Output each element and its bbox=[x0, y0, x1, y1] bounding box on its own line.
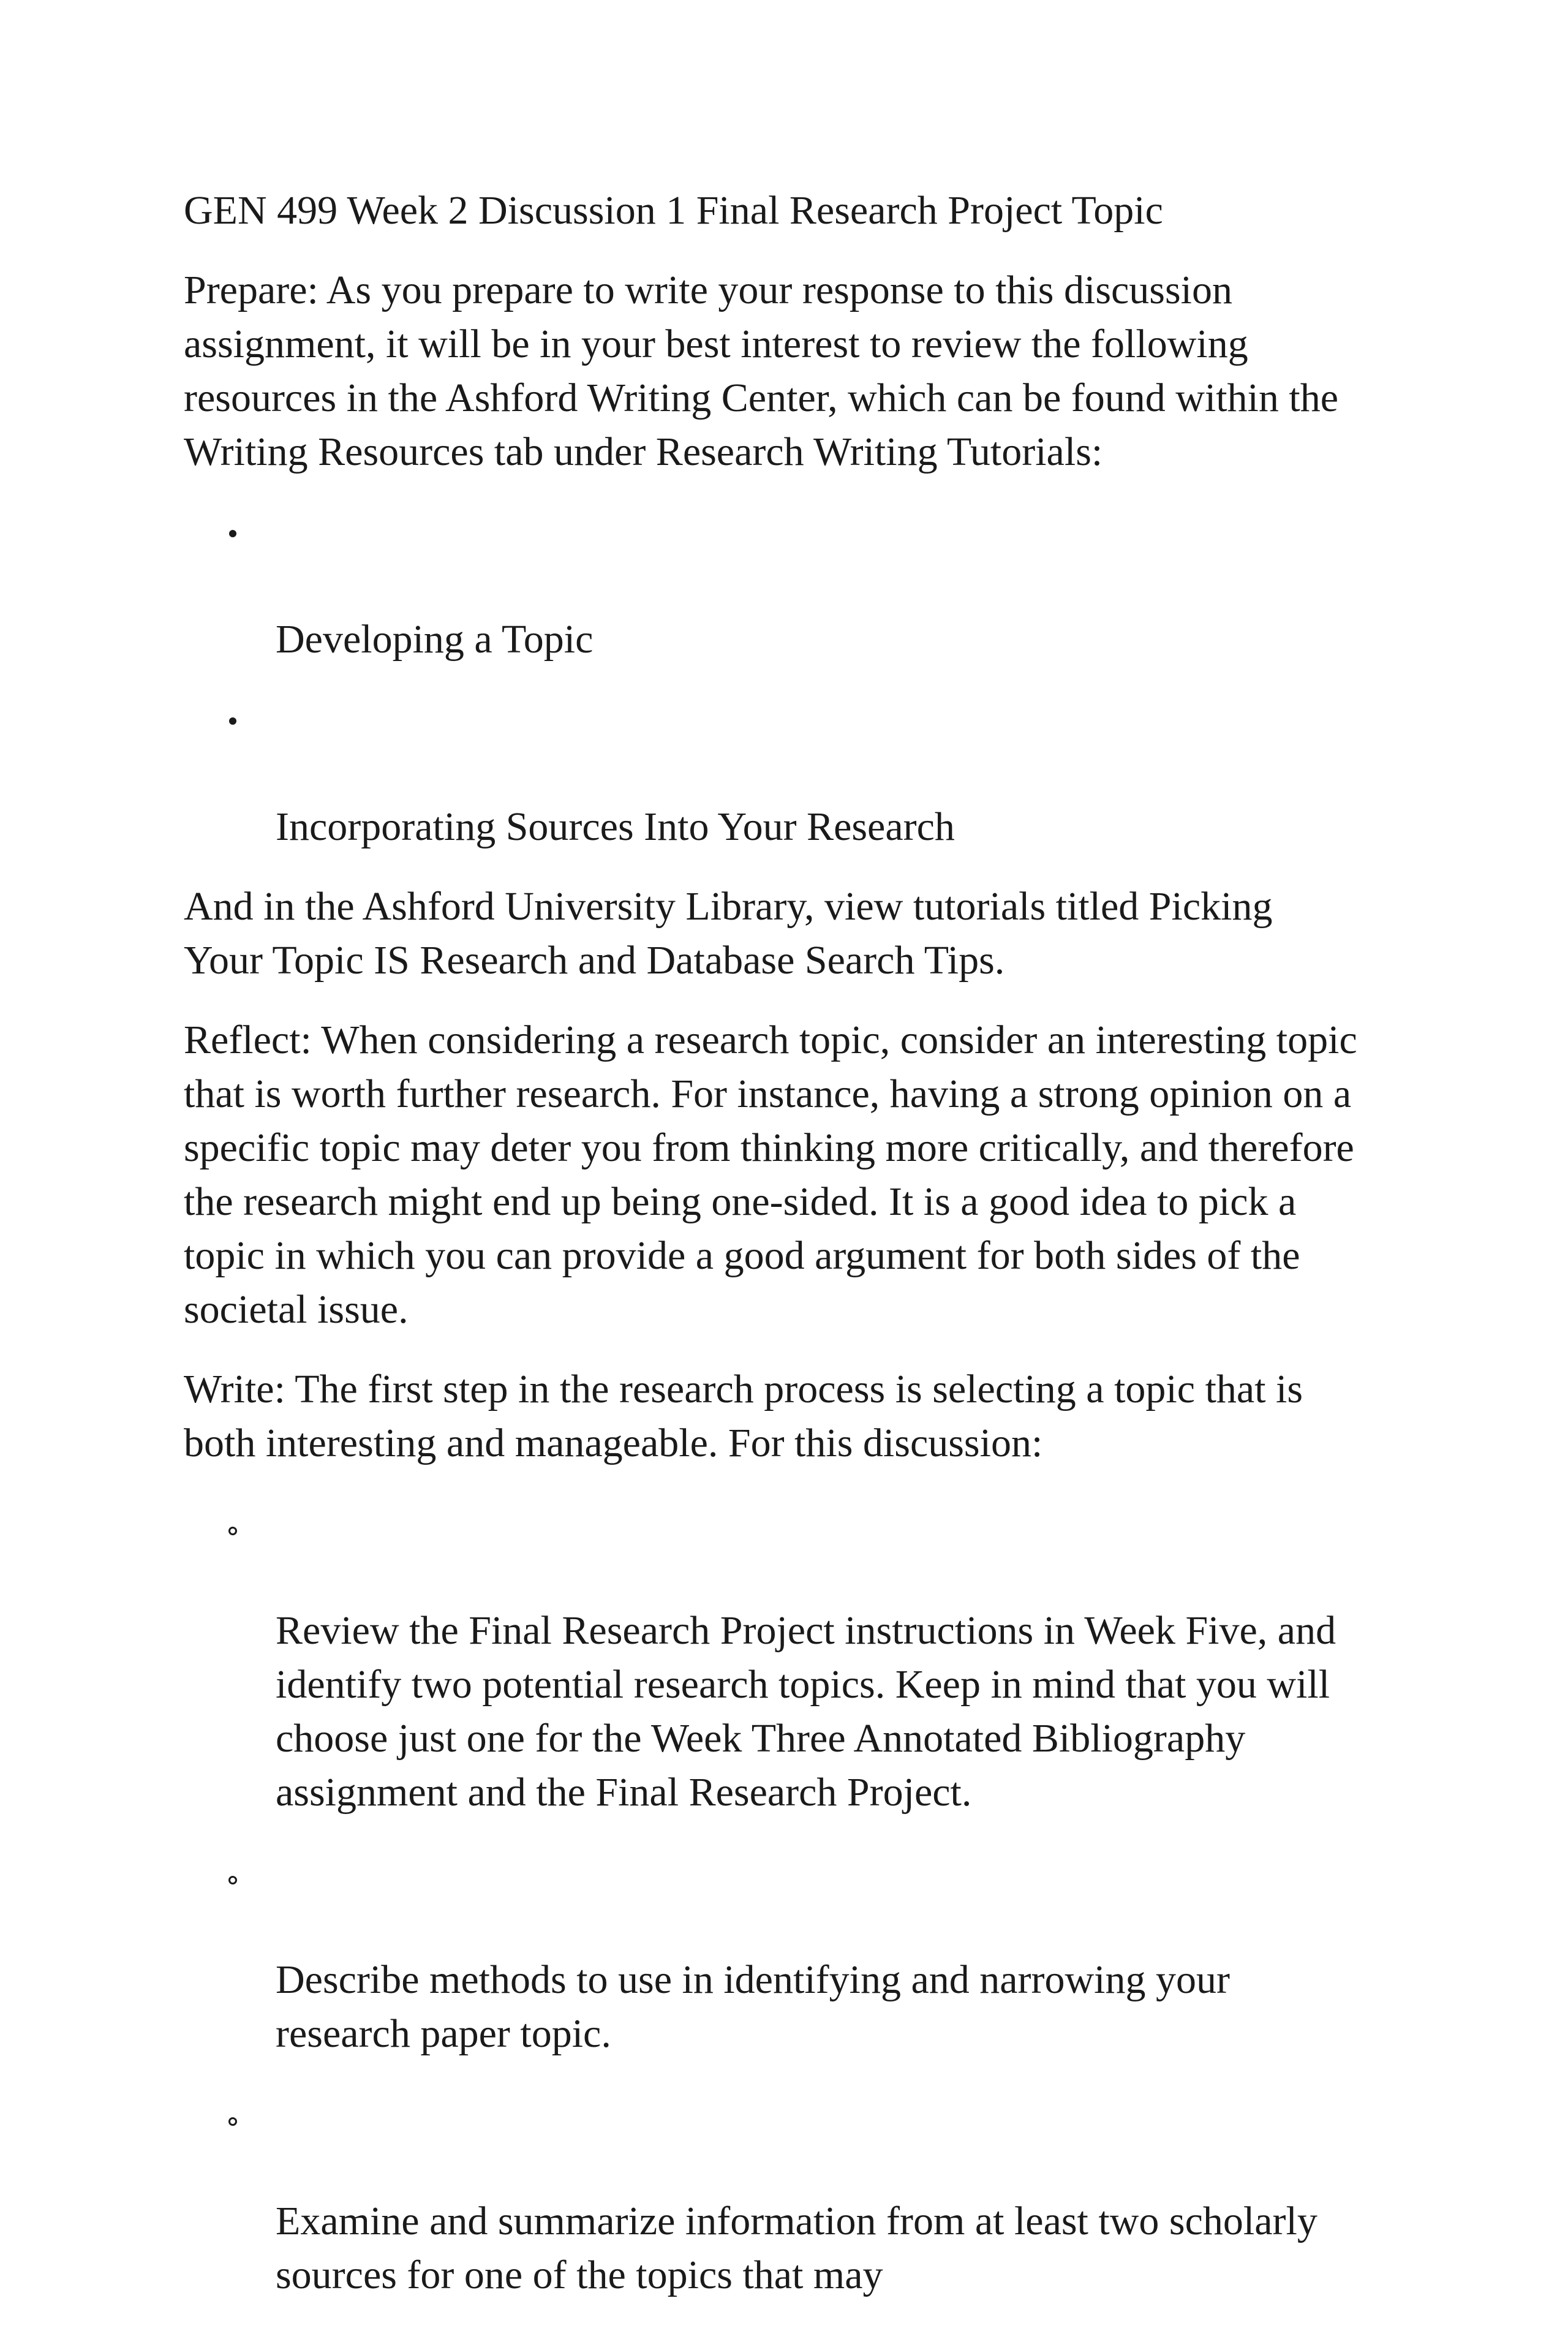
reflect-paragraph: Reflect: When considering a research topic, consider an interesting topic that is worth further research. For instance, having a strong opinion on a specific topic may deter you from thinking more critically, and therefore the research might end up being one-sided. It is a good idea to pick a topic in which you can provide a good argument for both sides of the societal issue. bbox=[184, 1018, 1357, 1332]
list-item bbox=[184, 692, 1384, 854]
document-title: GEN 499 Week 2 Discussion 1 Final Research Project Topic bbox=[184, 188, 1163, 233]
prepare-resource-list bbox=[184, 505, 1384, 854]
bullet-circle-icon bbox=[221, 2087, 245, 2141]
write-paragraph: Write: The first step in the research process is selecting a topic that is both interesting and manageable. For this discussion: bbox=[184, 1367, 1303, 1465]
list-item bbox=[184, 1845, 1384, 2061]
document-page bbox=[184, 184, 1384, 2328]
bullet-dot-icon bbox=[221, 505, 245, 559]
bullet-circle-icon bbox=[221, 1845, 245, 1899]
list-item-text: Incorporating Sources Into Your Research bbox=[276, 804, 955, 849]
write-task-list bbox=[184, 1496, 1384, 2302]
library-paragraph: And in the Ashford University Library, view tutorials titled Picking Your Topic IS Research and Database Search Tips. bbox=[184, 884, 1273, 983]
list-item-text: Review the Final Research Project instructions in Week Five, and identify two potential research topics. Keep in mind that you will choose just one for the Week Three Annotated Bibliography assignment and the Final Research Project. bbox=[276, 1608, 1336, 1815]
list-item bbox=[184, 1496, 1384, 1820]
bullet-dot-icon bbox=[221, 692, 245, 746]
list-item bbox=[184, 2087, 1384, 2302]
prepare-paragraph: Prepare: As you prepare to write your response to this discussion assignment, it will be in your best interest to review the following resources in the Ashford Writing Center, which can be found within the Writing Resources tab under Research Writing Tutorials: bbox=[184, 268, 1339, 474]
bullet-circle-icon bbox=[221, 1496, 245, 1550]
list-item-text: Examine and summarize information from at least two scholarly sources for one of the topics that may bbox=[276, 2199, 1317, 2297]
list-item-text: Describe methods to use in identifying and narrowing your research paper topic. bbox=[276, 1957, 1230, 2056]
list-item bbox=[184, 505, 1384, 667]
list-item-text: Developing a Topic bbox=[276, 617, 594, 662]
